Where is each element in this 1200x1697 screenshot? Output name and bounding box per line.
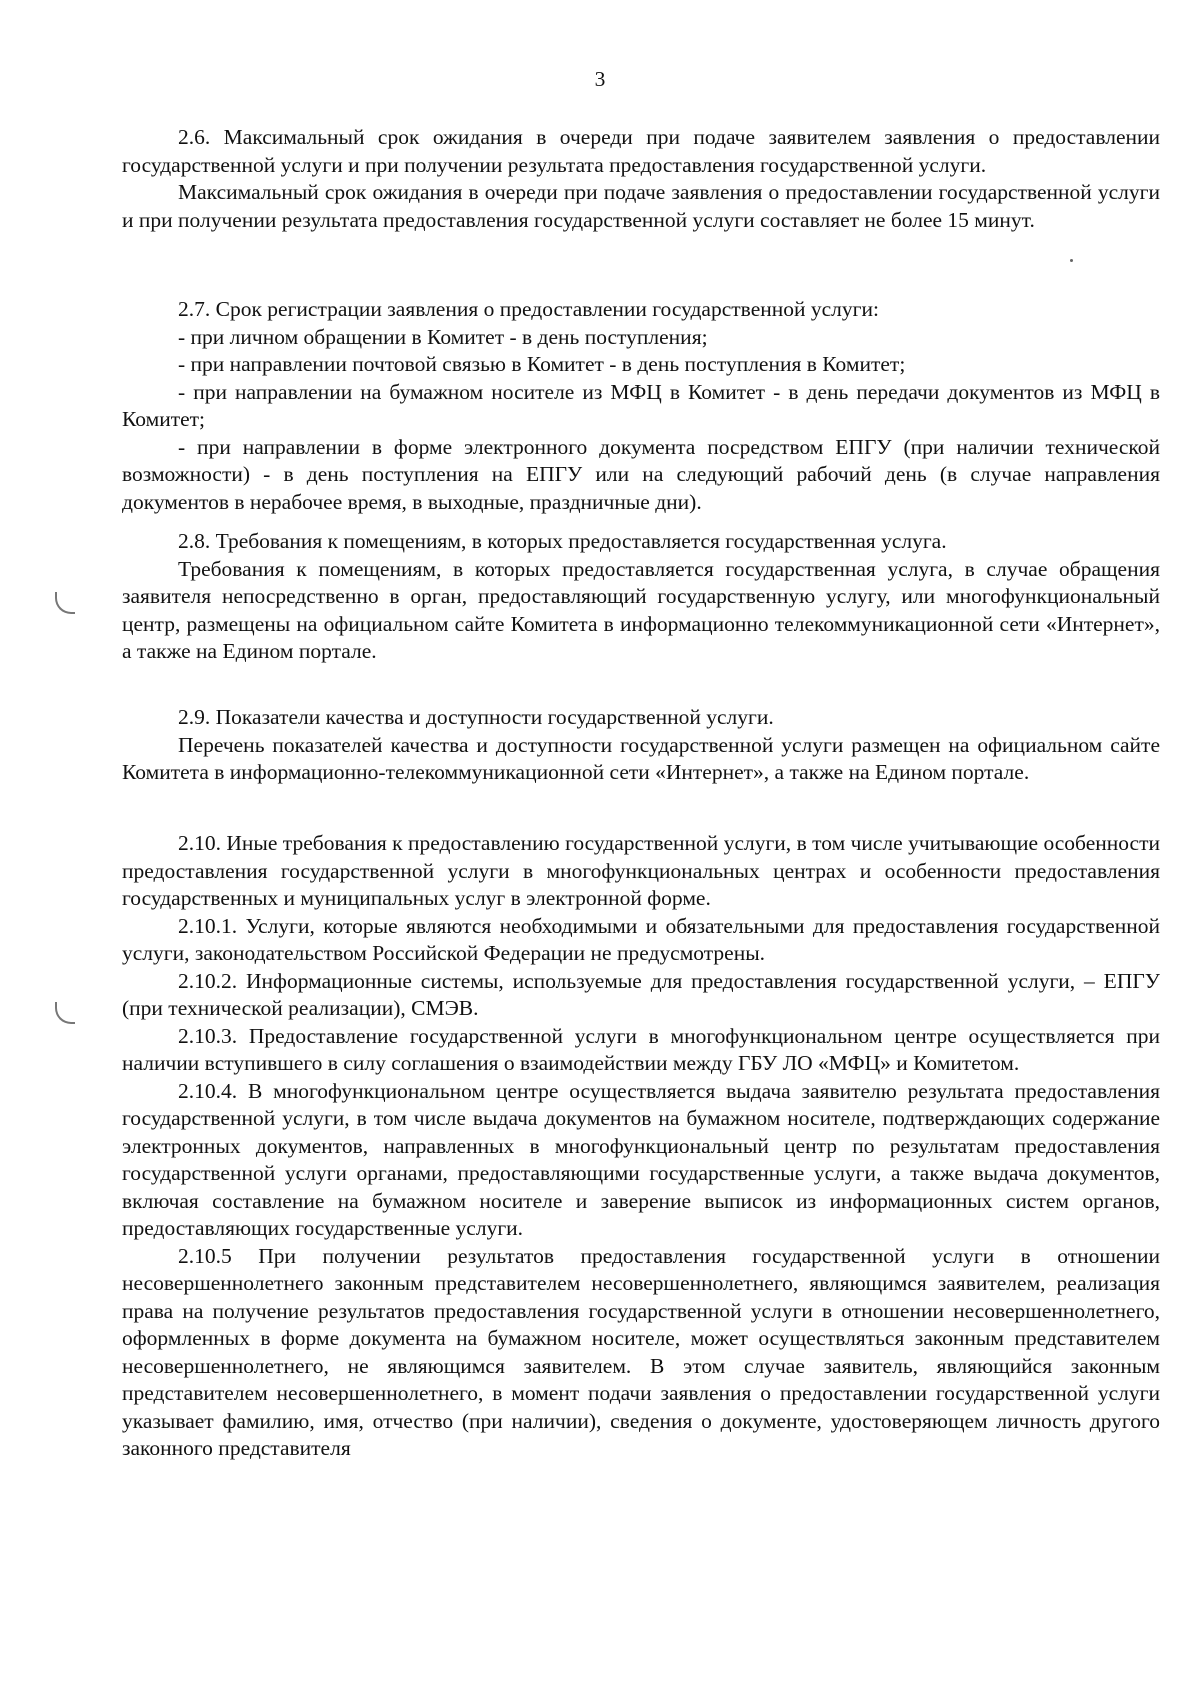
paragraph: 2.8. Требования к помещениям, в которых предоставляется государственная услуга. [178, 529, 947, 553]
section-2-8 [122, 528, 1160, 666]
paragraph: 2.10.5 При получении результатов предоставления государственной услуги в отношении несовершеннолетнего законным представителем несовершеннолетнего, являющимся заявителем, реализация права на получение результатов предоставления государственной услуги в отношении несовершеннолетнего, оформленных в форме документа на бумажном носителе, может осуществляться законным представителем несовершеннолетнего, не являющимся заявителем. В этом случае заявитель, являющийся законным представителем несовершеннолетнего, в момент подачи заявления о предоставлении государственной услуги указывает фамилию, имя, отчество (при наличии), сведения о документе, удостоверяющем личность другого законного представителя [122, 1243, 1160, 1460]
hole-punch-mark [55, 592, 75, 614]
list-item: - при направлении на бумажном носителе из МФЦ в Комитет - в день передачи документов из МФЦ в Комитет; [122, 379, 1160, 431]
paragraph: 2.10.3. Предоставление государственной услуги в многофункциональном центре осуществляется при наличии вступившего в силу соглашения о взаимодействии между ГБУ ЛО «МФЦ» и Комитетом. [122, 1023, 1160, 1075]
list-item: - при направлении почтовой связью в Комитет - в день поступления в Комитет; [178, 352, 906, 376]
section-2-6 [122, 124, 1160, 234]
paragraph: 2.10. Иные требования к предоставлению государственной услуги, в том числе учитывающие особенности предоставления государственной услуги в многофункциональных центрах и особенности предоставления государственных и муниципальных услуг в электронной форме. [122, 831, 1160, 910]
paragraph: 2.9. Показатели качества и доступности государственной услуги. [178, 705, 774, 729]
list-item: - при направлении в форме электронного документа посредством ЕПГУ (при наличии технической возможности) - в день поступления на ЕПГУ или на следующий рабочий день (в случае направления документов в нерабочее время, в выходные, праздничные дни). [122, 434, 1160, 514]
section-2-9 [122, 704, 1160, 787]
paragraph: Перечень показателей качества и доступности государственной услуги размещен на официальном сайте Комитета в информационно-телекоммуникационной сети «Интернет», а также на Едином портале. [122, 732, 1160, 784]
page-number: 3 [594, 67, 606, 91]
paragraph: 2.10.2. Информационные системы, используемые для предоставления государственной услуги, – ЕПГУ (при технической реализации), СМЭВ. [122, 968, 1160, 1020]
section-2-7 [122, 296, 1160, 516]
paragraph: 2.6. Максимальный срок ожидания в очереди при подаче заявителем заявления о предоставлении государственной услуги и при получении результата предоставления государственной услуги. [122, 125, 1160, 177]
scan-speck [1070, 259, 1073, 262]
list-item: - при личном обращении в Комитет - в день поступления; [178, 324, 708, 349]
paragraph: 2.10.4. В многофункциональном центре осуществляется выдача заявителю результата предоставления государственной услуги, в том числе выдача документов на бумажном носителе, подтверждающих содержание электронных документов, направленных в многофункциональный центр по результатам предоставления государственной услуги органами, предоставляющими государственные услуги, а также выдача документов, включая составление на бумажном носителе и заверение выписок из информационных систем органов, предоставляющих государственные услуги. [122, 1078, 1160, 1240]
paragraph: 2.10.1. Услуги, которые являются необходимыми и обязательными для предоставления государственной услуги, законодательством Российской Федерации не предусмотрены. [122, 913, 1160, 965]
hole-punch-mark [55, 1002, 75, 1024]
paragraph: Максимальный срок ожидания в очереди при подаче заявления о предоставлении государственной услуги и при получении результата предоставления государственной услуги составляет не более 15 минут. [122, 180, 1160, 232]
paragraph: 2.7. Срок регистрации заявления о предоставлении государственной услуги: [178, 297, 879, 321]
section-2-10 [122, 830, 1160, 1463]
paragraph: Требования к помещениям, в которых предоставляется государственная услуга, в случае обращения заявителя непосредственно в орган, предоставляющий государственную услугу, или многофункциональный центр, размещены на официальном сайте Комитета в информационно телекоммуникационной сети «Интернет», а также на Едином портале. [122, 556, 1160, 663]
